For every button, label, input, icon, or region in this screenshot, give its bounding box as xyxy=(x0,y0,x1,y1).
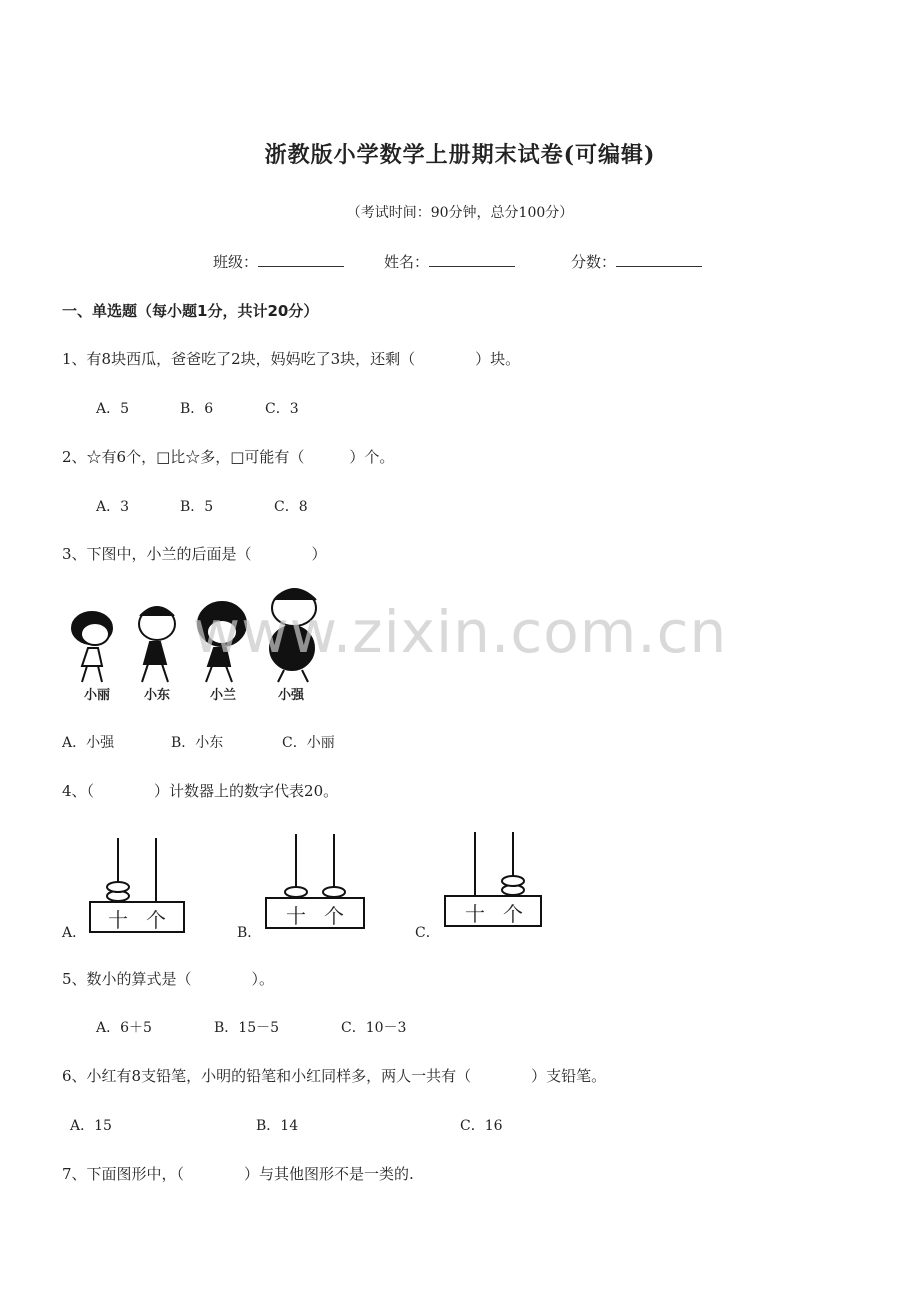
abacus-a-ones-label: 个 xyxy=(146,908,166,932)
q6-option-b[interactable]: B．14 xyxy=(256,1118,299,1134)
question-3: 3、下图中，小兰的后面是（ ） xyxy=(62,545,327,563)
abacus-b-ones-beads xyxy=(323,887,345,897)
q2-option-c[interactable]: C．8 xyxy=(274,499,308,515)
name-field xyxy=(384,251,515,272)
name-blank[interactable] xyxy=(429,252,515,267)
class-field xyxy=(213,251,344,272)
class-blank[interactable] xyxy=(258,252,344,267)
abacus-c-figure xyxy=(443,830,545,932)
kid-label-4: 小强 xyxy=(278,688,305,703)
q3-option-b[interactable]: B．小东 xyxy=(171,735,224,751)
q1-option-b[interactable]: B．6 xyxy=(180,401,214,417)
question-2: 2、☆有6个，□比☆多，□可能有（ ）个。 xyxy=(62,448,395,466)
question-4: 4、（ ）计数器上的数字代表20。 xyxy=(62,782,339,800)
abacus-a-tens-beads xyxy=(107,882,129,901)
q3-option-a[interactable]: A．小强 xyxy=(62,735,115,751)
abacus-b-ones-label: 个 xyxy=(324,904,344,928)
abacus-b xyxy=(264,832,368,934)
q4-option-a[interactable]: A． xyxy=(62,925,87,941)
q5-option-b[interactable]: B．15－5 xyxy=(214,1020,280,1036)
abacus-c xyxy=(443,830,545,932)
q6-option-a[interactable]: A．15 xyxy=(70,1118,112,1134)
abacus-b-tens-label: 十 xyxy=(286,904,306,928)
q3-option-c[interactable]: C．小丽 xyxy=(282,735,335,751)
score-field xyxy=(571,251,702,272)
abacus-b-tens-beads xyxy=(285,887,307,897)
kid-label-1: 小丽 xyxy=(84,688,111,703)
page-title: 浙教版小学数学上册期末试卷(可编辑) xyxy=(264,142,656,168)
abacus-c-ones-beads xyxy=(502,876,524,895)
abacus-b-ones-bead xyxy=(323,887,345,897)
abacus-b-tens-bead xyxy=(285,887,307,897)
q1-option-a[interactable]: A．5 xyxy=(96,401,130,417)
q2-option-b[interactable]: B．5 xyxy=(180,499,214,515)
watermark: www.zixin.com.cn xyxy=(192,598,728,666)
q2-option-a[interactable]: A．3 xyxy=(96,499,130,515)
exam-info: （考试时间：90分钟，总分100分） xyxy=(346,205,574,221)
question-7: 7、下面图形中，（ ）与其他图形不是一类的. xyxy=(62,1165,414,1183)
section-heading: 一、单选题（每小题1分，共计20分） xyxy=(62,302,319,320)
abacus-c-ones-bead xyxy=(502,876,524,886)
q4-option-c[interactable]: C． xyxy=(415,925,440,941)
class-label: 班级： xyxy=(213,253,259,271)
kid-label-3: 小兰 xyxy=(210,688,237,703)
abacus-a-tens-bead xyxy=(107,882,129,892)
q5-option-a[interactable]: A．6＋5 xyxy=(96,1020,152,1036)
name-label: 姓名： xyxy=(384,253,430,271)
kid-label-2: 小东 xyxy=(144,688,171,703)
abacus-a-figure xyxy=(88,836,188,936)
q5-option-c[interactable]: C．10－3 xyxy=(341,1020,407,1036)
score-label: 分数： xyxy=(571,253,617,271)
q6-option-c[interactable]: C．16 xyxy=(460,1118,503,1134)
question-5: 5、数小的算式是（ ）。 xyxy=(62,970,275,988)
question-1: 1、有8块西瓜，爸爸吃了2块，妈妈吃了3块，还剩（ ）块。 xyxy=(62,350,521,368)
abacus-b-figure xyxy=(264,832,368,934)
abacus-c-tens-label: 十 xyxy=(465,902,485,926)
q1-option-c[interactable]: C．3 xyxy=(265,401,299,417)
abacus-c-ones-label: 个 xyxy=(503,902,523,926)
abacus-a xyxy=(88,836,188,936)
question-6: 6、小红有8支铅笔，小明的铅笔和小红同样多，两人一共有（ ）支铅笔。 xyxy=(62,1067,607,1085)
score-blank[interactable] xyxy=(616,252,702,267)
q4-option-b[interactable]: B． xyxy=(237,925,262,941)
abacus-a-tens-label: 十 xyxy=(108,908,128,932)
